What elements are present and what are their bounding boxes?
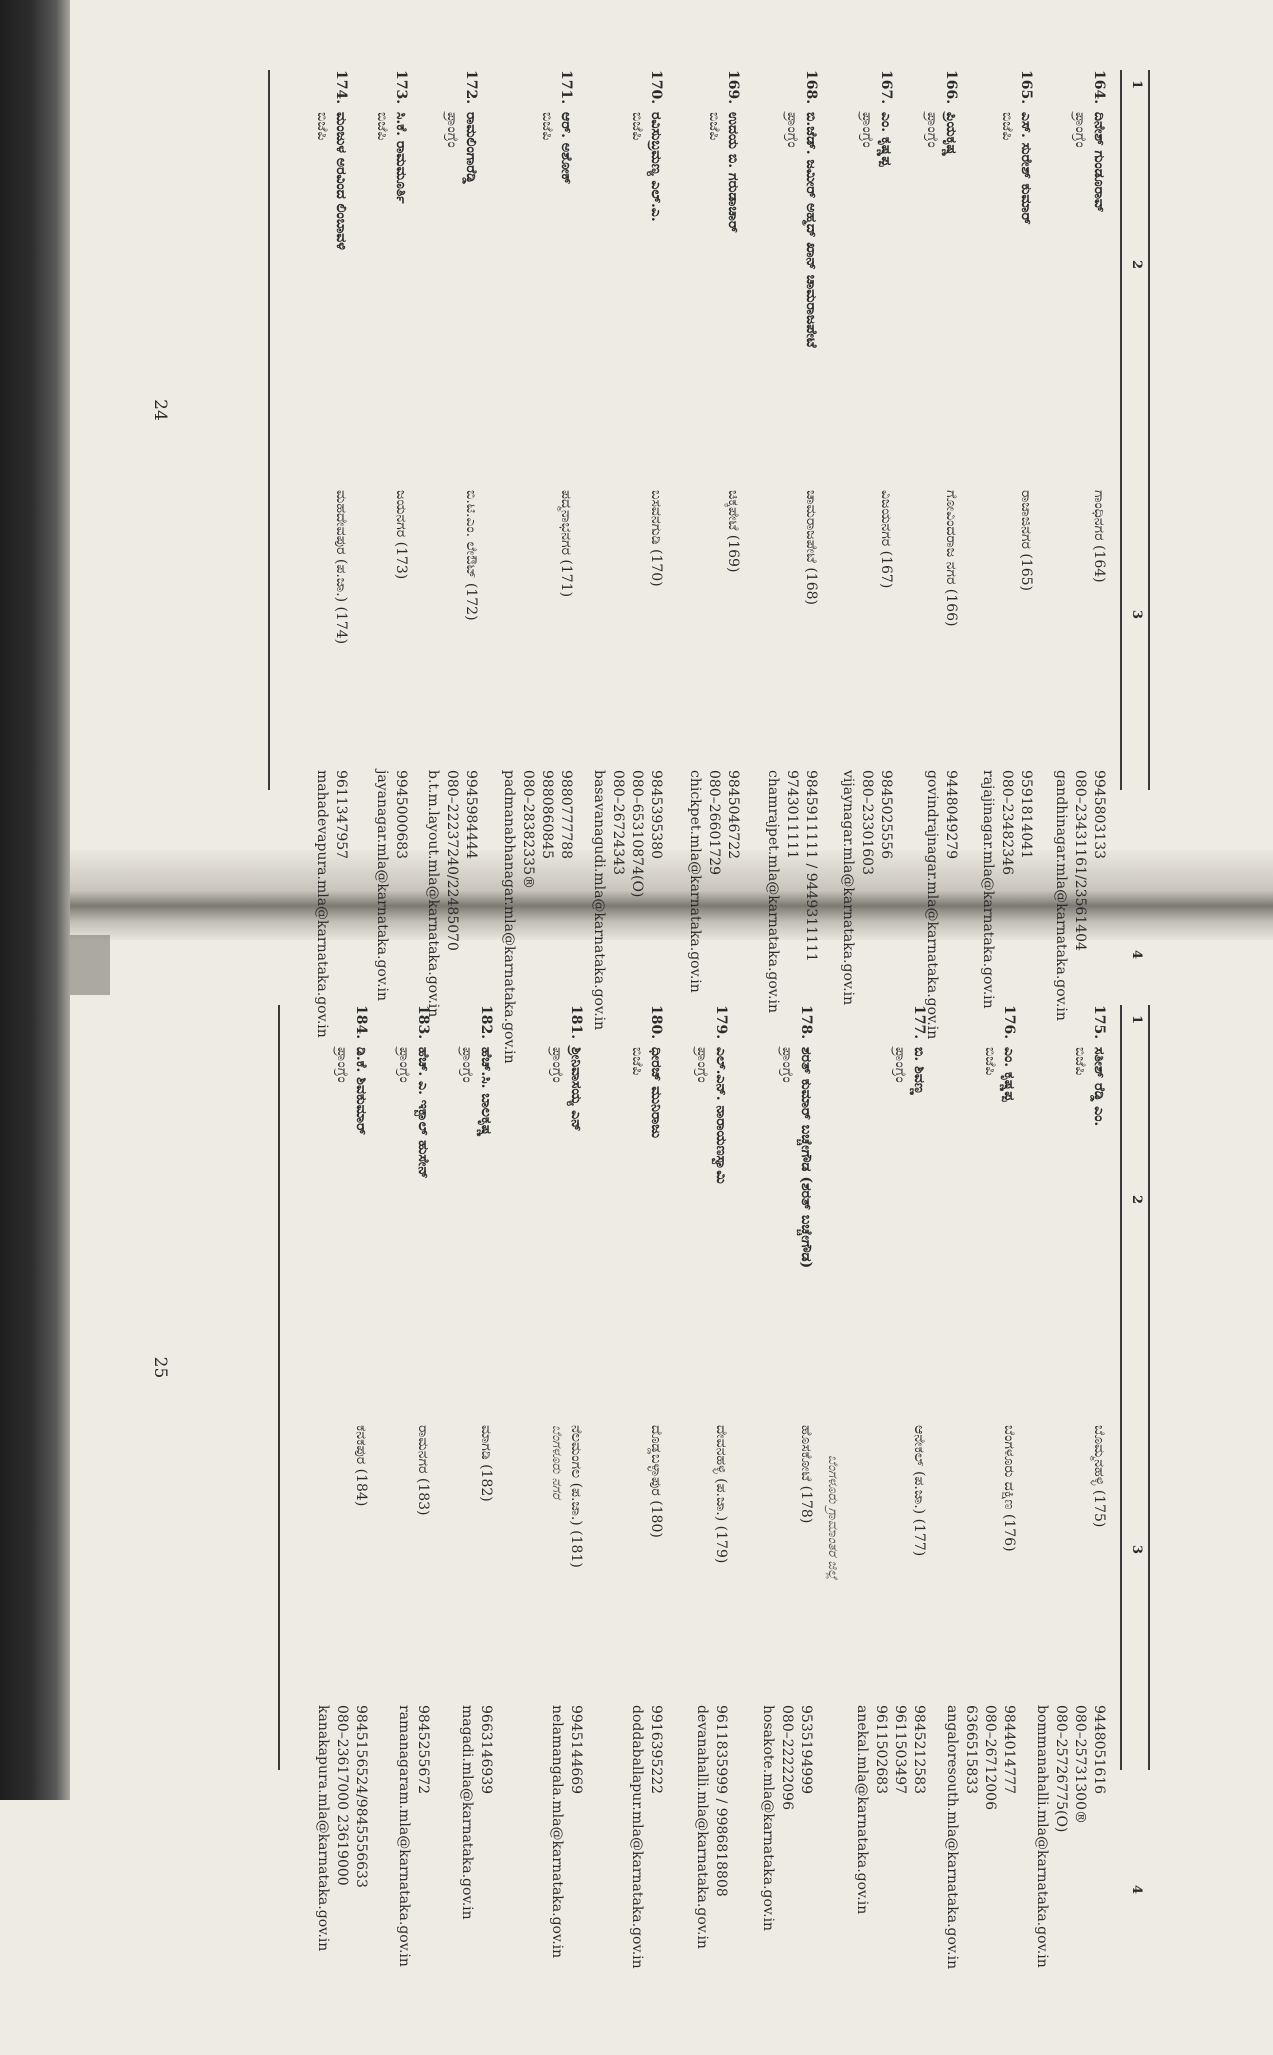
contact-line: nelamangala.mla@karnataka.gov.in — [549, 1705, 565, 1959]
contact-line: 9845156524/9845556633 — [353, 1705, 369, 1888]
party: ಪ್ರಾಂಗ್ರೆಂ — [779, 1047, 795, 1083]
member-name — [997, 112, 1035, 392]
contact-line: 9611503497 — [892, 1705, 908, 1795]
contact-line: rajajinagar.mla@karnataka.gov.in — [980, 770, 996, 1009]
member-name-text: ಹೆಚ್.ಸಿ. ಬಾಲಕೃಷ್ಣ — [478, 1047, 494, 1137]
contact-line: 9916395222 — [648, 1705, 664, 1795]
party: ಬಿಜೆಪಿ — [629, 1047, 645, 1076]
party: ಬಿಜೆಪಿ — [982, 1047, 998, 1076]
constituency: ಗೋವಿಂದರಾಜ ನಗರ (166) — [943, 490, 959, 627]
party: ಪ್ರಾಂಗ್ರೆಂ — [892, 1047, 908, 1083]
constituency: ಬಸವನಗುಡಿ (170) — [648, 490, 664, 587]
contact-line: 080–25726775(O) — [1053, 1705, 1069, 1833]
constituency: ಬೆಂಗಳೂರು ದಕ್ಷಿಣ (176) — [1001, 1425, 1017, 1552]
column-header-4: 4 — [1129, 950, 1144, 960]
contact-line: jayanagar.mla@karnataka.gov.in — [374, 770, 390, 1002]
column-header-2: 2 — [1129, 1195, 1144, 1205]
contact-line: 9945803133 — [1091, 770, 1107, 860]
member-name — [547, 1047, 585, 1327]
column-header-3: 3 — [1129, 1545, 1144, 1555]
entry-number: 171. — [558, 70, 574, 105]
contact-line: 9880777788 — [558, 770, 574, 860]
contact-line: basavanagudi.mla@karnataka.gov.in — [591, 770, 607, 1031]
page-number: 25 — [150, 1356, 170, 1379]
constituency: ಗಾಂಧಿನಗರ (164) — [1091, 490, 1107, 583]
contact-line: 080–22222096 — [779, 1705, 795, 1810]
party: ಪ್ರಾಂಗ್ರೆಂ — [924, 112, 940, 148]
constituency: ದೇವನಹಳ್ಳಿ (ಪ.ಜಾ.) (179) — [713, 1425, 729, 1564]
contact-details — [547, 1705, 585, 2055]
entry-number: 166. — [943, 70, 959, 105]
contact-line: 9845046722 — [725, 770, 741, 860]
column-header-3: 3 — [1129, 610, 1144, 620]
column-header-row — [1120, 1005, 1150, 1895]
party: ಪ್ರಾಂಗ್ರೆಂ — [459, 1047, 475, 1083]
member-name-text: ಡಿ.ಕೆ. ಶಿವಕುಮಾರ್ — [353, 1047, 369, 1135]
column-header-row — [1120, 70, 1150, 960]
handwritten-note — [823, 1455, 842, 1795]
contact-line: 080–65310874(O) — [629, 770, 645, 898]
constituency: ಮಾಗಡಿ (182) — [478, 1425, 494, 1502]
column-header-2: 2 — [1129, 260, 1144, 270]
member-name — [372, 112, 410, 392]
member-name-text: ಧೀರಜ್ ಮುನಿರಾಜು — [648, 1047, 664, 1139]
member-name — [692, 1047, 730, 1327]
contact-line: chamrajpet.mla@karnataka.gov.in — [765, 770, 781, 1014]
contact-line: 080–23617000 23619000 — [334, 1705, 350, 1886]
contact-line: mahadevapura.mla@karnataka.gov.in — [314, 770, 330, 1038]
member-name — [777, 1047, 815, 1327]
contact-details — [692, 1705, 730, 2055]
member-name — [394, 1047, 432, 1327]
entry-number: 175. — [1091, 1005, 1107, 1040]
member-name — [922, 112, 960, 392]
member-name-text: ಶರತ್ ಕುಮಾರ್ ಬಚ್ಚೇಗೌಡ (ಶರತ್ ಬಚ್ಚೇಗೌಡ) — [798, 1047, 814, 1269]
party: ಬಿಜೆಪಿ — [706, 112, 722, 141]
contact-line: kanakapura.mla@karnataka.gov.in — [315, 1705, 331, 1952]
contact-line: 9880860845 — [539, 770, 555, 860]
member-name-text: ಆರ್. ಅಶೋಕ್ — [558, 112, 574, 185]
contact-line: 9945984444 — [463, 770, 479, 860]
entry-number: 179. — [713, 1005, 729, 1040]
constituency: ಪದ್ಮನಾಭನಗರ (171) — [558, 490, 574, 598]
contact-line: 9743011111 — [784, 770, 800, 860]
entry-number: 170. — [648, 70, 664, 105]
contact-line: 9591814041 — [1018, 770, 1034, 860]
member-name-text: ಪ್ರಿಯಕೃಷ್ಣ — [943, 112, 959, 157]
party: ಬಿಜೆಪಿ — [539, 112, 555, 141]
contact-line: 9663146939 — [478, 1705, 494, 1795]
entry-number: 177. — [911, 1005, 927, 1040]
entry-number: 169. — [725, 70, 741, 105]
page-25 — [80, 935, 1260, 1970]
member-name-text: ರಾಮಲಿಂಗಾರೆಡ್ಡಿ — [463, 112, 479, 184]
contact-details — [942, 1705, 1018, 2055]
table-bottom-rule — [278, 1005, 280, 1770]
member-name — [1070, 112, 1108, 392]
entry-number: 167. — [878, 70, 894, 105]
member-name — [312, 112, 350, 392]
constituency: ಕನಕಪುರ (184) — [353, 1425, 369, 1507]
member-name — [442, 112, 480, 392]
party: ಪ್ರಾಂಗ್ರೆಂ — [549, 1047, 565, 1083]
handwritten-district-label: ಬೆಂಗಳೂರು ನಗರ — [549, 1425, 564, 1499]
member-name — [782, 112, 820, 392]
party: ಬಿಜೆಪಿ — [314, 112, 330, 141]
entry-number: 181. — [568, 1005, 584, 1040]
member-name-text: ಎಲ್.ಎನ್. ನಾರಾಯಣಸ್ವಾಮಿ — [713, 1047, 729, 1184]
contact-line: 9611835999 / 9986818808 — [713, 1705, 729, 1897]
entry-number: 173. — [393, 70, 409, 105]
book-spine-shadow — [0, 0, 70, 1800]
member-name — [890, 1047, 928, 1327]
member-name-text: ಎಸ್. ಸುರೇಶ್ ಕುಮಾರ್ — [1018, 112, 1034, 225]
entry-number: 183. — [415, 1005, 431, 1040]
member-name-text: ಸಿ.ಕೆ. ರಾಮಮೂರ್ತಿ — [393, 112, 409, 204]
entry-number: 168. — [803, 70, 819, 105]
party: ಪ್ರಾಂಗ್ರೆಂ — [334, 1047, 350, 1083]
contact-line: 080–23301603 — [859, 770, 875, 875]
entry-number: 176. — [1001, 1005, 1017, 1040]
contact-details — [1032, 1705, 1108, 2055]
member-name — [537, 112, 575, 392]
contact-line: vijaynagar.mla@karnataka.gov.in — [840, 770, 856, 1006]
party: ಬಿಜೆಪಿ — [374, 112, 390, 141]
contact-line: 080–26724343 — [610, 770, 626, 875]
contact-line: angaloresouth.mla@karnataka.gov.in — [944, 1705, 960, 1970]
contact-line: 9448049279 — [943, 770, 959, 860]
page-number: 24 — [150, 399, 170, 421]
member-name-text: ಬಿ. ಶಿವಣ್ಣ — [911, 1047, 927, 1095]
contact-line: 9945000683 — [393, 770, 409, 860]
constituency: ಬೊಮ್ಮನಹಳ್ಳಿ (175) — [1091, 1425, 1107, 1528]
contact-line: 9845025556 — [878, 770, 894, 860]
member-name — [627, 1047, 665, 1327]
contact-line: b.t.m.layout.mla@karnataka.gov.in — [425, 770, 441, 1018]
table-bottom-rule — [268, 70, 270, 790]
contact-line: 080–26601729 — [706, 770, 722, 875]
contact-line: 080–25731300® — [1072, 1705, 1088, 1824]
contact-line: ramanagaram.mla@karnataka.gov.in — [396, 1705, 412, 1967]
constituency — [547, 1425, 585, 1685]
party: ಬಿಜೆಪಿ — [999, 112, 1015, 141]
entry-number: 180. — [648, 1005, 664, 1040]
contact-line: 9845212583 — [911, 1705, 927, 1795]
handwritten-district-label: ಬೆಂಗಳೂರು ಗ್ರಾಮಾಂತರ ಜಿಲ್ಲೆ — [825, 1455, 840, 1580]
contact-line: 9535194999 — [798, 1705, 814, 1795]
contact-line: 9845911111 / 9449311111 — [803, 770, 819, 962]
member-name — [457, 1047, 495, 1327]
contact-line: magadi.mla@karnataka.gov.in — [459, 1705, 475, 1920]
member-name-text: ಎಂ. ಕೃಷ್ಣಪ್ಪ — [1001, 1047, 1017, 1102]
party: ಪ್ರಾಂಗ್ರೆಂ — [444, 112, 460, 148]
contact-line: hosakote.mla@karnataka.gov.in — [760, 1705, 776, 1932]
contact-line: anekal.mla@karnataka.gov.in — [854, 1705, 870, 1915]
member-name-text: ಶ್ರೀನಿವಾಸಯ್ಯ ಎನ್ — [568, 1047, 584, 1132]
member-name-text: ಸತೀಶ್ ರೆಡ್ಡಿ ಎಂ. — [1091, 1047, 1107, 1127]
constituency: ಬಿ.ಟಿ.ಎಂ. ಲೇಔಟ್ (172) — [463, 490, 479, 621]
member-name-text: ಎಂ. ಕೃಷ್ಣಪ್ಪ — [878, 112, 894, 167]
contact-details — [627, 1705, 665, 2055]
member-name-text: ಉದಯ ಬಿ. ಗರುಡಾಚಾರ್ — [725, 112, 741, 233]
constituency: ಆನೇಕಲ್ (ಪ.ಜಾ.) (177) — [911, 1425, 927, 1557]
contact-line: 9611502683 — [873, 1705, 889, 1795]
constituency: ರಾಜಾಜಿನಗರ (165) — [1018, 490, 1034, 591]
entry-number: 165. — [1018, 70, 1034, 105]
column-header-1: 1 — [1129, 80, 1144, 90]
member-name-text: ಹೆಚ್. ಎ. ಇಕ್ಬಾಲ್ ಹುಸೇನ್ — [415, 1047, 431, 1179]
contact-line: devanahalli.mla@karnataka.gov.in — [694, 1705, 710, 1949]
party: ಬಿಜೆಪಿ — [1072, 1047, 1088, 1076]
member-name-text: ರವಿಸುಬ್ರಮಣ್ಯ ಎಲ್.ಎ. — [648, 112, 664, 222]
column-header-1: 1 — [1129, 1015, 1144, 1025]
contact-line: 9845255672 — [415, 1705, 431, 1795]
party: ಪ್ರಾಂಗ್ರೆಂ — [1072, 112, 1088, 148]
contact-line: bommanahalli.mla@karnataka.gov.in — [1034, 1705, 1050, 1968]
party: ಪ್ರಾಂಗ್ರೆಂ — [396, 1047, 412, 1083]
entry-number: 178. — [798, 1005, 814, 1040]
contact-details — [394, 1705, 432, 2055]
party: ಪ್ರಾಂಗ್ರೆಂ — [694, 1047, 710, 1083]
contact-line: doddaballapur.mla@karnataka.gov.in — [629, 1705, 645, 1969]
constituency: ಚಾಮರಾಜಪೇಟೆ (168) — [803, 490, 819, 605]
member-name-text: ದಿನೇಶ್ ಗುಂಡೂರಾವ್ — [1091, 112, 1107, 213]
contact-line: 9611347957 — [333, 770, 349, 860]
contact-line: 080–28382335® — [520, 770, 536, 889]
contact-line: 080–23431161/23561404 — [1072, 770, 1088, 951]
contact-details — [852, 1705, 928, 2055]
contact-line: padmanabhanagar.mla@karnataka.gov.in — [501, 770, 517, 1064]
contact-line: 080–23482346 — [999, 770, 1015, 875]
entry-number: 184. — [353, 1005, 369, 1040]
contact-line: 6366515833 — [963, 1705, 979, 1795]
constituency-text: ನೆಲಮಂಗಲ (ಪ.ಜಾ.) (181) — [568, 1425, 584, 1568]
constituency: ಹೊಸಕೋಟೆ (178) — [798, 1425, 814, 1524]
contact-line: 9448051616 — [1091, 1705, 1107, 1795]
member-name — [704, 112, 742, 392]
member-name — [627, 112, 665, 392]
party: ಬಿಜೆಪಿ — [629, 112, 645, 141]
contact-line: 9844014777 — [1001, 1705, 1017, 1795]
contact-line: 9845395380 — [648, 770, 664, 860]
member-name — [1070, 1047, 1108, 1327]
member-name-text: ಬಿ.ಜೆಡ್. ಜಮೀರ್ ಅಹ್ಮದ್ ಖಾನ್ ಚಾಮರಾಜಪೇಟೆ — [803, 112, 819, 348]
contact-details — [457, 1705, 495, 2055]
constituency: ಜಯನಗರ (173) — [393, 490, 409, 580]
constituency: ವಿಜಯನಗರ (167) — [878, 490, 894, 589]
member-name — [857, 112, 895, 392]
page-25-content — [80, 935, 1200, 1970]
entry-number: 182. — [478, 1005, 494, 1040]
entry-number: 174. — [333, 70, 349, 105]
member-name — [980, 1047, 1018, 1327]
constituency: ರಾಮನಗರ (183) — [415, 1425, 431, 1516]
contact-line: chickpet.mla@karnataka.gov.in — [687, 770, 703, 993]
member-name-text: ಮಂಜುಳ ಅರವಿಂದ ಲಿಂಬಾವಳಿ — [333, 112, 349, 250]
constituency: ದೊಡ್ಡಬಳ್ಳಾಪುರ (180) — [648, 1425, 664, 1538]
column-header-4: 4 — [1129, 1885, 1144, 1895]
party: ಪ್ರಾಂಗ್ರೆಂ — [859, 112, 875, 148]
contact-line: 9945144669 — [568, 1705, 584, 1795]
constituency: ಮಹದೇವಪುರ (ಪ.ಜಾ.) (174) — [333, 490, 349, 645]
entry-number: 164. — [1091, 70, 1107, 105]
contact-details — [758, 1705, 815, 2055]
contact-line: 080–26712006 — [982, 1705, 998, 1810]
contact-line: gandhinagar.mla@karnataka.gov.in — [1053, 770, 1069, 1021]
party: ಪ್ರಾಂಗ್ರೆಂ — [784, 112, 800, 148]
contact-line: 080–22237240/22485070 — [444, 770, 460, 951]
contact-line: govindrajnagar.mla@karnataka.gov.in — [924, 770, 940, 1040]
constituency: ಚಿಕ್ಕಪೇಟೆ (169) — [725, 490, 741, 573]
member-name — [332, 1047, 370, 1327]
entry-number: 172. — [463, 70, 479, 105]
contact-details — [313, 1705, 370, 2055]
